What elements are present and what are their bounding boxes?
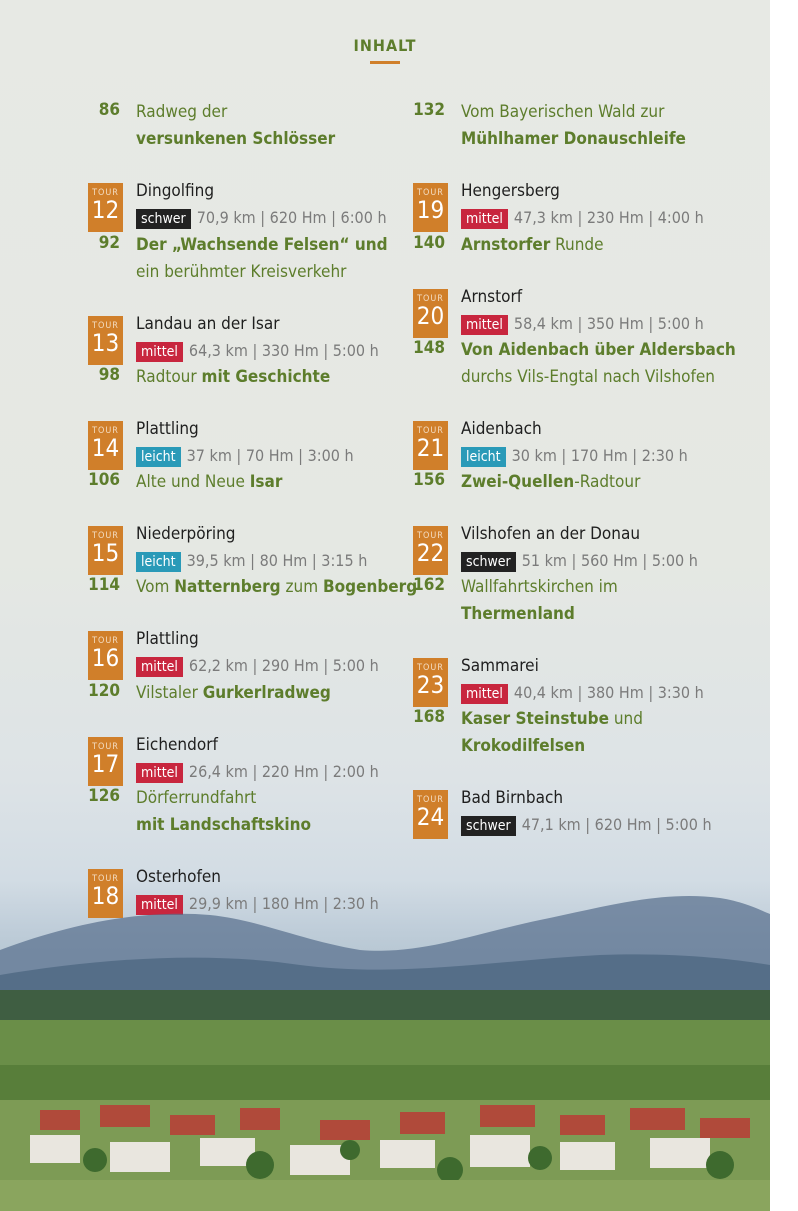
tour-number: 20 [416, 302, 445, 330]
page-number: 126 [88, 786, 120, 806]
tour-label: TOUR [92, 742, 119, 752]
start-location: Bad Birnbach [461, 788, 564, 808]
start-location: Arnstorf [461, 287, 523, 307]
title-underline [370, 61, 400, 64]
tour-number: 14 [91, 434, 120, 462]
tour-number-badge [88, 526, 123, 575]
title-fragment: -Radtour [574, 472, 641, 492]
difficulty-badge: schwer [136, 209, 191, 229]
start-location: Dingolfing [136, 181, 215, 201]
tour-title [461, 102, 664, 122]
tour-title [461, 577, 618, 597]
tour-title-line2 [461, 604, 575, 624]
title-fragment: Der „Wachsende Felsen“ und [136, 235, 388, 255]
difficulty-badge: mittel [461, 684, 508, 704]
start-location: Landau an der Isar [136, 314, 280, 334]
title-fragment: und [609, 709, 643, 729]
tour-label: TOUR [92, 426, 119, 436]
start-location: Hengersberg [461, 181, 560, 201]
difficulty-badge: schwer [461, 552, 516, 572]
tour-title-line2 [461, 129, 686, 149]
tour-number: 12 [91, 196, 120, 224]
difficulty-badge: mittel [461, 315, 508, 335]
page-number: 98 [98, 365, 120, 385]
tour-number-badge [413, 183, 448, 232]
difficulty-badge: mittel [136, 657, 183, 677]
tour-stats [461, 446, 688, 467]
start-location: Eichendorf [136, 735, 218, 755]
title-fragment: Mühlhamer Donauschleife [461, 129, 686, 149]
title-fragment: zum [280, 577, 323, 597]
title-fragment: Bogenberg [322, 577, 418, 597]
title-fragment: Natternberg [174, 577, 281, 597]
page-number: 120 [88, 681, 120, 701]
title-fragment: Zwei-Quellen [461, 472, 575, 492]
difficulty-badge: leicht [136, 447, 181, 467]
page-number: 132 [413, 100, 445, 120]
tour-label: TOUR [92, 188, 119, 198]
title-fragment: Alte und Neue [136, 472, 250, 492]
distance-elevation-time: 37 km | 70 Hm | 3:00 h [186, 446, 354, 465]
difficulty-badge: mittel [136, 342, 183, 362]
difficulty-badge: mittel [136, 895, 183, 915]
tour-title [461, 340, 736, 360]
title-fragment: Dörferrundfahrt [136, 788, 257, 808]
difficulty-badge: leicht [461, 447, 506, 467]
distance-elevation-time: 51 km | 560 Hm | 5:00 h [521, 551, 698, 570]
tour-number-badge [88, 737, 123, 786]
distance-elevation-time: 47,1 km | 620 Hm | 5:00 h [521, 815, 712, 834]
start-location: Plattling [136, 629, 199, 649]
distance-elevation-time: 47,3 km | 230 Hm | 4:00 h [513, 208, 704, 227]
page-number: 86 [98, 100, 120, 120]
tour-stats [461, 551, 698, 572]
tour-number-badge [88, 183, 123, 232]
tour-title [136, 683, 331, 703]
title-fragment: Thermenland [461, 604, 575, 624]
start-location: Vilshofen an der Donau [461, 524, 641, 544]
tour-number-badge [413, 658, 448, 707]
page-number: 156 [413, 470, 445, 490]
tour-title-line2 [461, 736, 585, 756]
title-fragment: Runde [550, 235, 604, 255]
difficulty-badge: schwer [461, 816, 516, 836]
title-fragment: versunkenen Schlösser [136, 129, 336, 149]
tour-number: 19 [416, 196, 445, 224]
title-fragment: Radweg der [136, 102, 228, 122]
title-fragment: Arnstorfer [461, 235, 551, 255]
start-location: Niederpöring [136, 524, 236, 544]
tour-number: 13 [91, 329, 120, 357]
tour-number-badge [413, 526, 448, 575]
tour-label: TOUR [417, 795, 444, 805]
tour-stats [136, 208, 387, 229]
tour-title [461, 472, 640, 492]
tour-title [136, 577, 417, 597]
tour-stats [136, 446, 354, 467]
tour-number: 17 [91, 750, 120, 778]
tour-number: 23 [416, 671, 445, 699]
title-fragment: mit Geschichte [201, 367, 331, 387]
tour-label: TOUR [417, 663, 444, 673]
distance-elevation-time: 70,9 km | 620 Hm | 6:00 h [196, 208, 387, 227]
tour-title [136, 472, 282, 492]
start-location: Plattling [136, 419, 199, 439]
distance-elevation-time: 30 km | 170 Hm | 2:30 h [511, 446, 688, 465]
tour-label: TOUR [417, 188, 444, 198]
tour-number: 24 [416, 803, 445, 831]
tour-number: 16 [91, 644, 120, 672]
tour-title [136, 367, 330, 387]
title-fragment: Vom [136, 577, 175, 597]
page-number: 114 [88, 575, 120, 595]
tour-stats [461, 815, 712, 836]
tour-label: TOUR [417, 294, 444, 304]
title-fragment: Vilstaler [136, 683, 203, 703]
landscape-photo [0, 880, 770, 1211]
start-location: Sammarei [461, 656, 539, 676]
tour-title [461, 235, 604, 255]
tour-label: TOUR [417, 426, 444, 436]
title-fragment: Wallfahrtskirchen im [461, 577, 618, 597]
title-fragment: Gurkerlradweg [202, 683, 331, 703]
tour-label: TOUR [92, 531, 119, 541]
tour-title [136, 102, 227, 122]
tour-title [136, 235, 388, 255]
tour-stats [461, 208, 704, 229]
distance-elevation-time: 29,9 km | 180 Hm | 2:30 h [188, 894, 379, 913]
tour-number: 18 [91, 882, 120, 910]
tour-number-badge [88, 316, 123, 365]
tour-stats [136, 656, 379, 677]
start-location: Osterhofen [136, 867, 221, 887]
tour-title-line2 [461, 367, 715, 387]
tour-stats [136, 762, 379, 783]
tour-label: TOUR [417, 531, 444, 541]
difficulty-badge: mittel [136, 763, 183, 783]
title-fragment: Krokodilfelsen [461, 736, 586, 756]
tour-number: 15 [91, 539, 120, 567]
page-number: 168 [413, 707, 445, 727]
title-fragment: Kaser Steinstube [461, 709, 609, 729]
distance-elevation-time: 26,4 km | 220 Hm | 2:00 h [188, 762, 379, 781]
distance-elevation-time: 64,3 km | 330 Hm | 5:00 h [188, 341, 379, 360]
tour-number-badge [413, 289, 448, 338]
tour-number: 21 [416, 434, 445, 462]
tour-title [461, 709, 643, 729]
distance-elevation-time: 58,4 km | 350 Hm | 5:00 h [513, 314, 704, 333]
tour-stats [136, 341, 379, 362]
page-number: 162 [413, 575, 445, 595]
tour-title [136, 788, 256, 808]
tour-title-line2 [136, 262, 346, 282]
page-title: INHALT [353, 36, 417, 55]
page-number: 106 [88, 470, 120, 490]
distance-elevation-time: 39,5 km | 80 Hm | 3:15 h [186, 551, 368, 570]
tour-stats [136, 551, 367, 572]
tour-label: TOUR [92, 874, 119, 884]
tour-number-badge [413, 790, 448, 839]
header [0, 36, 770, 64]
tour-number-badge [88, 631, 123, 680]
start-location: Aidenbach [461, 419, 542, 439]
tour-label: TOUR [92, 636, 119, 646]
title-fragment: Isar [249, 472, 283, 492]
tour-number-badge [88, 421, 123, 470]
tour-stats [461, 314, 704, 335]
title-fragment: durchs Vils-Engtal nach Vilshofen [461, 367, 715, 387]
page-number: 140 [413, 233, 445, 253]
page-number: 92 [98, 233, 120, 253]
difficulty-badge: mittel [461, 209, 508, 229]
tour-number: 22 [416, 539, 445, 567]
tour-title-line2 [136, 129, 335, 149]
title-fragment: Vom Bayerischen Wald zur [461, 102, 665, 122]
title-fragment: Radtour [136, 367, 202, 387]
tour-title-line2 [136, 815, 311, 835]
title-fragment: Von Aidenbach über Aldersbach [461, 340, 736, 360]
difficulty-badge: leicht [136, 552, 181, 572]
title-fragment: ein berühmter Kreisverkehr [136, 262, 347, 282]
distance-elevation-time: 40,4 km | 380 Hm | 3:30 h [513, 683, 704, 702]
title-fragment: mit Landschaftskino [136, 815, 311, 835]
page-number: 148 [413, 338, 445, 358]
tour-label: TOUR [92, 321, 119, 331]
tour-number-badge [413, 421, 448, 470]
distance-elevation-time: 62,2 km | 290 Hm | 5:00 h [188, 656, 379, 675]
tour-stats [461, 683, 704, 704]
